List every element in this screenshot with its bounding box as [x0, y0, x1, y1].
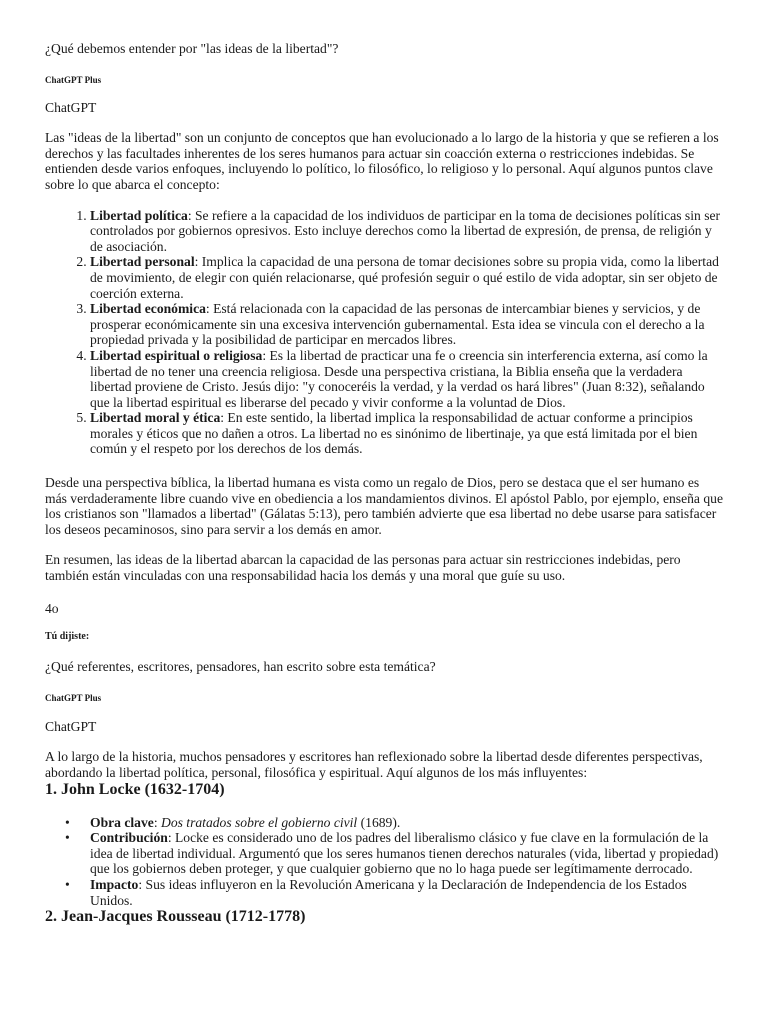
biblical-paragraph: Desde una perspectiva bíblica, la libertad humana es vista como un regalo de Dios, pero se destaca que el ser humano es más verdaderamente libre cuando vive en obediencia a los mandamientos divinos. El apóstol Pablo, por ejemplo, enseña que los cristianos son "llamados a libertad" (Gálatas 5:13), pero también advierte que esa libertad no debe usarse para satisfacer los deseos pecaminosos, sino para servir a los demás en amor.	[45, 475, 723, 537]
bullet-sep: :	[153, 814, 161, 830]
user-question-2: ¿Qué referentes, escritores, pensadores, han escrito sobre esta temática?	[45, 659, 436, 675]
point-term: Libertad política	[90, 207, 188, 223]
summary-paragraph: En resumen, las ideas de la libertad abarcan la capacidad de las personas para actuar sin restricciones indebidas, pero también están vinculadas con una responsabilidad hacia los demás y una moral que guíe su uso.	[45, 552, 681, 584]
intro-paragraph: Las "ideas de la libertad" son un conjunto de conceptos que han evolucionado a lo largo de la historia y que se refieren a los derechos y las facultades inherentes de los seres humanos para actuar sin coacción externa o restricciones indebidas. Se entienden desde varios enfoques, incluyendo lo político, lo filosófico, lo religioso y lo personal. Aquí algunos puntos clave sobre lo que abarca el concepto:	[45, 130, 719, 192]
bullet-term: Obra clave	[90, 814, 154, 830]
list-item	[90, 208, 723, 255]
point-term: Libertad espiritual o religiosa	[90, 347, 263, 363]
assistant-name-1: ChatGPT	[45, 99, 97, 115]
user-label: Tú dijiste:	[45, 631, 90, 643]
point-text: : Se refiere a la capacidad de los individuos de participar en la toma de decisiones políticas sin ser controlados por gobiernos opresivos. Esto incluye derechos como la libertad de expresión, de prensa, de religión y de asociación.	[90, 207, 721, 254]
point-term: Libertad económica	[90, 301, 206, 317]
section-heading-locke: 1. John Locke (1632-1704)	[45, 780, 225, 798]
point-term: Libertad personal	[90, 254, 195, 270]
assistant-name-2: ChatGPT	[45, 718, 97, 734]
point-text: : Es la libertad de practicar una fe o creencia sin interferencia externa, así como la libertad de no tener una creencia religiosa. Desde una perspectiva cristiana, la Biblia enseña que la verdadera libertad proviene de Cristo. Jesús dijo: "y conoceréis la verdad, y la verdad os hará libres" (Juan 8:32), señalando que la libertad espiritual es liberarse del pecado y vivir conforme a la voluntad de Dios.	[90, 347, 708, 410]
list-item	[90, 254, 723, 301]
locke-bullets	[45, 815, 723, 909]
list-item	[90, 877, 723, 908]
list-item	[90, 815, 723, 831]
bullet-term: Contribución	[90, 830, 168, 846]
user-question-1: ¿Qué debemos entender por "las ideas de la libertad"?	[45, 41, 339, 56]
point-text: : En este sentido, la libertad implica la responsabilidad de actuar conforme a principios morales y éticos que no dañen a otros. La libertad no es sinónimo de libertinaje, ya que está limitada por el bien común y el respeto por los derechos de los demás.	[90, 410, 698, 457]
author-label-1: ChatGPT Plus	[45, 74, 102, 85]
list-item	[90, 830, 723, 877]
list-item	[90, 301, 723, 348]
point-text: : Implica la capacidad de una persona de tomar decisiones sobre su propia vida, como la libertad de movimiento, de elegir con quién relacionarse, qué profesión seguir o qué estilo de vida adoptar, sin ser objeto de coerción externa.	[90, 254, 719, 301]
bullet-text: : Locke es considerado uno de los padres del liberalismo clásico y fue clave en la formulación de la idea de libertad individual. Argumentó que los seres humanos tienen derechos naturales (vida, libertad y propiedad) que los gobiernos deben proteger, y que cualquier gobierno que no lo haga puede ser legítimamente derrocado.	[90, 830, 719, 877]
bullet-text: : Sus ideas influyeron en la Revolución Americana y la Declaración de Independencia de los Estados Unidos.	[90, 876, 687, 908]
list-item	[90, 410, 723, 457]
point-term: Libertad moral y ética	[90, 410, 221, 426]
section-heading-rousseau: 2. Jean-Jacques Rousseau (1712-1778)	[45, 908, 306, 926]
freedom-points-list	[45, 208, 723, 458]
point-text: : Está relacionada con la capacidad de las personas de intercambiar bienes y servicios, y de prosperar económicamente sin una excesiva intervención gubernamental. Esta idea se vincula con el derecho a la propiedad privada y la posibilidad de participar en mercados libres.	[90, 301, 705, 348]
author-label-2: ChatGPT Plus	[45, 692, 102, 703]
bullet-italic: Dos tratados sobre el gobierno civil	[161, 814, 358, 830]
bullet-text: (1689).	[357, 814, 401, 830]
intro2-paragraph: A lo largo de la historia, muchos pensadores y escritores han reflexionado sobre la libertad desde diferentes perspectivas, abordando la libertad política, personal, filosófica y espiritual. Aquí algunos de los más influyentes:	[45, 749, 703, 780]
model-tag: 4o	[45, 600, 59, 616]
list-item	[90, 348, 723, 410]
bullet-term: Impacto	[90, 876, 139, 892]
